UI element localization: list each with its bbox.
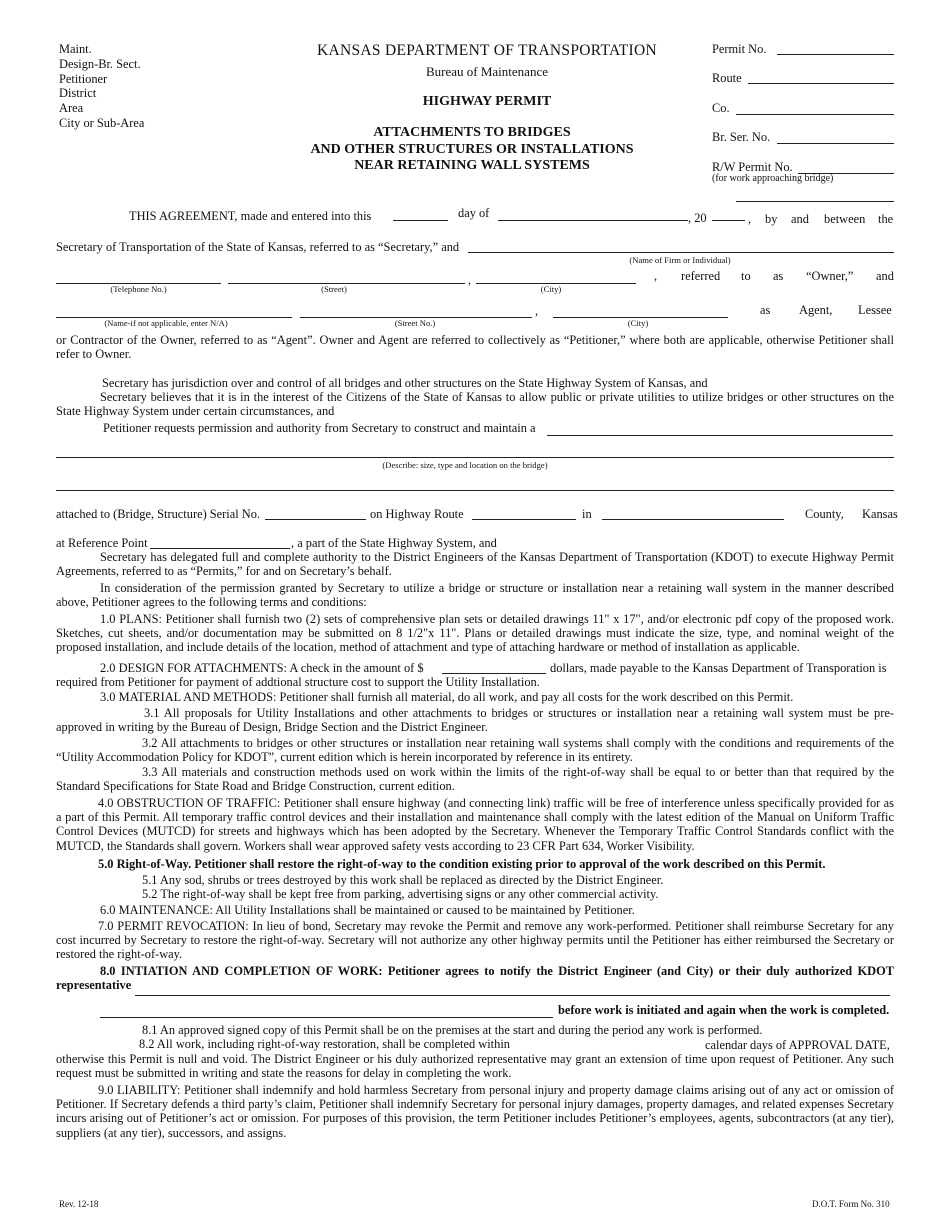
kdot-representative-line2[interactable] <box>100 1017 553 1018</box>
subject-line: ATTACHMENTS TO BRIDGES <box>373 125 571 140</box>
in-label: in <box>582 507 592 521</box>
term-initiation: 8.0 INTIATION AND COMPLETION OF WORK: Petitioner agrees to notify the District Engineer (and City) or their duly authorized KDOT representative <box>56 964 894 993</box>
term-initiation-tail: before work is initiated and again when the work is completed. <box>558 1003 890 1017</box>
firm-name-field[interactable] <box>468 252 894 253</box>
describe-caption: (Describe: size, type and location on the bridge) <box>382 460 548 470</box>
agreement-day-field[interactable] <box>393 220 448 221</box>
subject-line: NEAR RETAINING WALL SYSTEMS <box>354 158 590 173</box>
kdot-representative-field[interactable] <box>135 995 890 996</box>
route-field[interactable] <box>748 83 894 84</box>
routing-item: Petitioner <box>59 71 108 86</box>
agent-word: Agent, <box>799 303 833 317</box>
contractor-paragraph: or Contractor of the Owner, referred to as “Agent”. Owner and Agent are referred to collectively as “Petitioner,” where both are applicable, otherwise Petitioner shall refer to Owner. <box>56 333 894 362</box>
kansas-label: Kansas <box>862 507 898 521</box>
routing-item: City or Sub-Area <box>59 115 145 130</box>
lessee-word: Lessee <box>858 303 892 317</box>
term-obstruction: 4.0 OBSTRUCTION OF TRAFFIC: Petitioner shall ensure highway (and connecting link) traffic will be free of interference unless specifically provided for as a part of this Permit. All temporary traffic control devices and their installation and maintenance shall comply with the latest edition of the Manual on Uniform Traffic Control Devices (MUTCD) for streets and highways which has been adopted by the Secretary. Whenever the Temporary Traffic Control Standards conflict with the MUTCD, the Standards shall govern. Workers shall wear approved safety vests according to 23 CFR Part 634, Worker Visibility. <box>56 796 894 853</box>
agreement-year-field[interactable] <box>712 220 745 221</box>
city-caption: (City) <box>540 284 562 294</box>
term-liability: 9.0 LIABILITY: Petitioner shall indemnify and hold harmless Secretary from personal injury and property damage claims arising out of any act or omission of Petitioner. If Secretary defends a third party’s claim, Petitioner shall indemnify Secretary for personal injury damages, property damages, and related expenses Secretary incurs arising out of Petitioner’s act or omission. For purposes of this provision, the term Petitioner includes Petitioner’s employees, agents, subcontractors (at any tier), suppliers (at any tier), successors, and assigns. <box>56 1083 894 1140</box>
term-3-2: 3.2 All attachments to bridges or other structures or installation near retaining wall systems shall comply with the conditions and requirements of the “Utility Accommodation Policy for KDOT”, current edition which is herein incorporated by reference in its entirety. <box>56 736 894 765</box>
day-of-label: day of <box>458 206 490 220</box>
facility-description-line3[interactable] <box>56 490 894 491</box>
agent-name-caption: (Name-if not applicable, enter N/A) <box>104 318 228 328</box>
consideration-paragraph: In consideration of the permission granted by Secretary to utilize a bridge or structure or installation near a retaining wall system in the manner described above, Petitioner agrees to the following terms and conditions: <box>56 581 894 610</box>
agent-city-caption: (City) <box>627 318 649 328</box>
highway-route-field[interactable] <box>472 519 576 520</box>
county-label: County, <box>805 507 844 521</box>
form-number: D.O.T. Form No. 310 <box>812 1199 890 1209</box>
term-8-2-rest: otherwise this Permit is null and void. The District Engineer or his duly authorized representative may grant an extension of time upon request of Petitioner. Any such request must be submitted in writing and state the reasons for delay in completing the work. <box>56 1052 894 1081</box>
as-word: as <box>773 269 784 283</box>
street-caption: (Street) <box>321 284 347 294</box>
attached-label: attached to (Bridge, Structure) Serial No. <box>56 507 261 521</box>
term-design-text-b: dollars, made payable to the Kansas Department of Transporation is <box>550 661 887 675</box>
rw-permit-no-label: R/W Permit No. <box>712 160 793 174</box>
co-label: Co. <box>712 101 730 115</box>
telephone-caption: (Telephone No.) <box>110 284 167 294</box>
and-word: and <box>791 212 809 226</box>
secretary-line: Secretary of Transportation of the State of Kansas, referred to as “Secretary,” and <box>56 240 460 254</box>
reference-tail: , a part of the State Highway System, and <box>291 536 497 550</box>
term-8-2-days: calendar days of APPROVAL DATE, <box>705 1038 890 1052</box>
reference-label: at Reference Point <box>56 536 148 550</box>
term-plans: 1.0 PLANS: Petitioner shall furnish two (2) sets of comprehensive plan sets or detailed drawings 11" x 17", and/or electronic pdf copy of the proposed work. Sketches, cut sheets, and/or documentation may be submitted on 8 1/2"x 11". Plans or detailed drawings must indicate the size, type, and nominal weight of the proposed installation, and include details of the location, method of attachment and type of attaching hardware or method of installation as applicable. <box>56 612 894 655</box>
bureau-name: Bureau of Maintenance <box>425 64 548 79</box>
rw-extra-field[interactable] <box>736 201 894 202</box>
agreement-month-field[interactable] <box>498 220 688 221</box>
routing-item: Area <box>59 101 84 116</box>
routing-list <box>59 42 144 131</box>
br-ser-no-label: Br. Ser. No. <box>712 130 771 144</box>
routing-item: Maint. <box>59 42 92 56</box>
comma: , <box>748 212 752 226</box>
facility-description-line2[interactable] <box>56 457 894 458</box>
year-prefix: , 20 <box>688 211 707 225</box>
routing-item: District <box>59 86 97 101</box>
route-label: Route <box>712 71 742 85</box>
subject-title <box>262 125 682 175</box>
term-5-2: 5.2 The right-of-way shall be kept free from parking, advertising signs or any other commercial activity. <box>142 887 659 901</box>
term-5-1: 5.1 Any sod, shrubs or trees destroyed by this work shall be replaced as directed by the District Engineer. <box>142 873 664 887</box>
permit-type: HIGHWAY PERMIT <box>422 94 552 109</box>
term-design-text: 2.0 DESIGN FOR ATTACHMENTS: A check in the amount of $ <box>100 661 424 675</box>
co-field[interactable] <box>736 114 894 115</box>
term-right-of-way: 5.0 Right-of-Way. Petitioner shall restore the right-of-way to the condition existing prior to approval of the work described on this Permit. <box>98 857 826 871</box>
to-word: to <box>741 269 751 283</box>
delegation-paragraph: Secretary has delegated full and complete authority to the District Engineers of the Kansas Department of Transportation (KDOT) to execute Highway Permit Agreements, referred to as “Permits,” for and on Secretary’s behalf. <box>56 550 894 579</box>
term-maintenance: 6.0 MAINTENANCE: All Utility Installations shall be maintained or caused to be maintained by Petitioner. <box>100 903 635 917</box>
term-material: 3.0 MATERIAL AND METHODS: Petitioner shall furnish all material, do all work, and pay all costs for the work described on this Permit. <box>100 690 794 704</box>
agreement-intro: THIS AGREEMENT, made and entered into this <box>129 209 372 223</box>
permit-no-field[interactable] <box>777 54 894 55</box>
check-amount-field[interactable] <box>442 673 546 674</box>
rw-permit-note: (for work approaching bridge) <box>712 173 834 184</box>
referred-word: referred <box>681 269 721 283</box>
permit-no-label: Permit No. <box>712 42 767 56</box>
owner-term: “Owner,” <box>806 269 854 283</box>
recital-request: Petitioner requests permission and authority from Secretary to construct and maintain a <box>103 421 536 435</box>
routing-item: Design-Br. Sect. <box>59 56 141 71</box>
and-word: and <box>876 269 894 283</box>
revision-label: Rev. 12-18 <box>59 1199 99 1209</box>
comma: , <box>654 269 658 283</box>
reference-point-field[interactable] <box>150 548 290 549</box>
comma: , <box>535 304 539 318</box>
by-word: by <box>765 212 778 226</box>
term-3-1: 3.1 All proposals for Utility Installations and other attachments to bridges or structures or installation near a retaining wall system must be pre-approved in writing by the Bureau of Design, Bridge Section and the District Engineer. <box>56 706 894 735</box>
subject-line: AND OTHER STRUCTURES OR INSTALLATIONS <box>310 141 634 157</box>
county-field[interactable] <box>602 519 784 520</box>
recital-jurisdiction: Secretary has jurisdiction over and control of all bridges and other structures on the State Highway System of Kansas, and <box>102 376 708 390</box>
term-design-text-c: required from Petitioner for payment of addtional structure cost to support the Utility Installation. <box>56 675 540 689</box>
term-8-1: 8.1 An approved signed copy of this Permit shall be on the premises at the start and during the period any work is performed. <box>142 1023 763 1037</box>
serial-no-field[interactable] <box>265 519 366 520</box>
agency-name: KANSAS DEPARTMENT OF TRANSPORTATION <box>317 42 657 59</box>
term-revocation: 7.0 PERMIT REVOCATION: In lieu of bond, Secretary may revoke the Permit and remove any work-performed. Petitioner shall reimburse Secretary for any cost incurred by Secretary to restore the right-of-way. Secretary will not authorize any other highway permits until the Petitioner has either reimbursed the Secretary or restored the right-of-way. <box>56 919 894 962</box>
term-8-2-text: 8.2 All work, including right-of-way restoration, shall be completed within <box>139 1037 510 1051</box>
br-ser-no-field[interactable] <box>777 143 894 144</box>
agent-street-caption: (Street No.) <box>394 318 436 328</box>
on-route-label: on Highway Route <box>370 507 464 521</box>
recital-interest: Secretary believes that it is in the interest of the Citizens of the State of Kansas to allow public or private utilities to utilize bridges or other structures on the State Highway System under certain circumstances, and <box>56 390 894 419</box>
comma: , <box>468 273 472 287</box>
the-word: the <box>878 212 894 226</box>
term-3-3: 3.3 All materials and construction methods used on work within the limits of the right-of-way shall be equal to or better than that required by the Standard Specifications for State Road and Bridge Construction, current edition. <box>56 765 894 794</box>
between-word: between <box>824 212 866 226</box>
as-word: as <box>760 303 771 317</box>
facility-description-field[interactable] <box>547 435 893 436</box>
firm-name-caption: (Name of Firm or Individual) <box>629 255 731 265</box>
